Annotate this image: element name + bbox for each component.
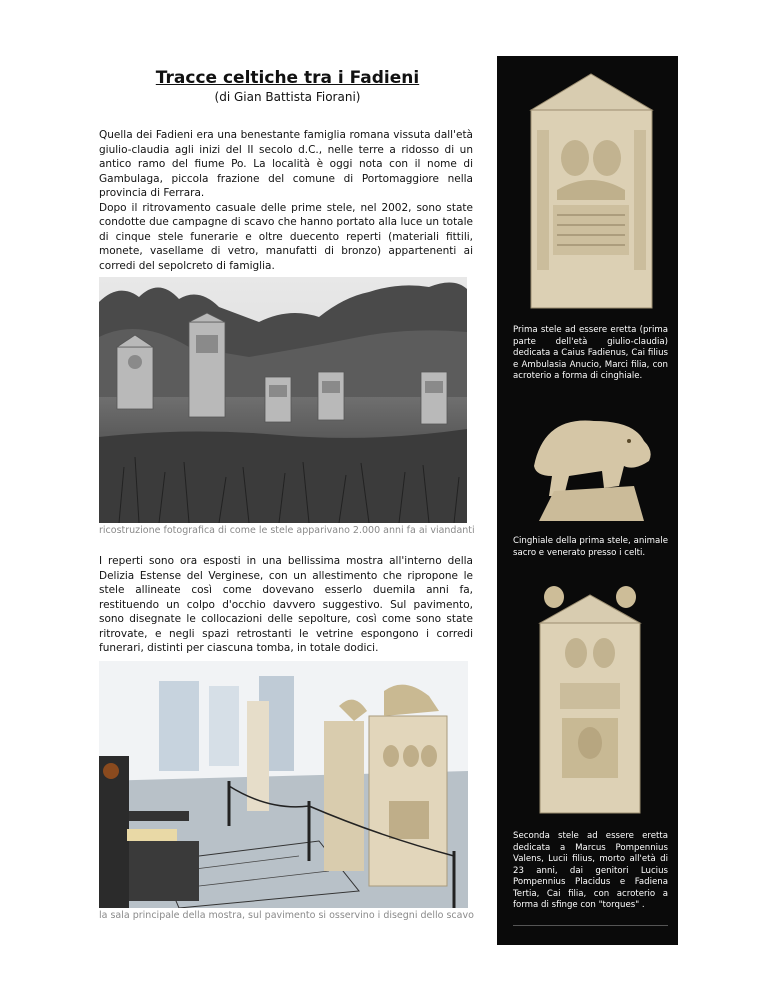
first-stele-photo [527,70,656,310]
paragraph: Quella dei Fadieni era una benestante famiglia romana vissuta dall'età giulio-claudia agli inizi del II secolo d.C., nelle terre a ridosso di un antico ramo del fiume Po. La località è oggi nota con il nome di Gambulaga, piccola frazione del comune di Portomaggiore nella provincia di Ferrara. [99,129,473,199]
steles-reconstruction-photo [99,277,467,523]
photo-caption: la sala principale della mostra, sul pavimento si osservino i disegni dello scavo [99,910,474,921]
divider [513,925,668,926]
exhibition-text: I reperti sono ora esposti in una bellissima mostra all'interno della Delizia Estense del Verginese, con un allestimento che ripropone le stele allineate così come dovevano esserlo duemila anni fa, restituendo un colpo d'occhio davvero suggestivo. Sul pavimento, sono disegnate le collocazioni delle sepolture, così come sono state ritrovate, e negli spazi retrostanti le vetrine espongono i corredi funerari, distinti per ciascuna tomba, in totale dodici. [99,555,473,654]
boar-caption: Cinghiale della prima stele, animale sacro e venerato presso i celti. [513,536,668,558]
second-stele-photo [536,583,644,815]
paragraph: Dopo il ritrovamento casuale delle prime stele, nel 2002, sono state condotte due campagne di scavo che hanno portato alla luce un totale di cinque stele funerarie e oltre duecento reperti (materiali fittili, monete, vasellame di vetro, manufatti di bronzo) appartenenti ai corredi del sepolcreto di famiglia. [99,201,473,272]
photo-caption: ricostruzione fotografica di come le stele apparivano 2.000 anni fa ai viandanti [99,525,475,536]
boar-sculpture-photo [524,396,658,523]
article-title: Tracce celtiche tra i Fadieni [155,68,420,88]
second-stele-caption: Seconda stele ad essere eretta dedicata a Marcus Pompennius Valens, Lucii filius, morto all'età di 23 anni, dai genitori Lucius Pompennius Placidus e Fadiena Tertia, Cai filia, con acroterio a forma di sfinge con "torques" . [513,831,668,910]
first-stele-caption: Prima stele ad essere eretta (prima parte dell'età giulio-claudia) dedicata a Caius Fadienus, Cai filius e Ambulasia Anucio, Marci filia, con acroterio a forma di cinghiale. [513,325,668,381]
article-author: (di Gian Battista Fiorani) [214,90,361,104]
intro-text [99,128,473,273]
exhibition-hall-photo [99,661,468,908]
